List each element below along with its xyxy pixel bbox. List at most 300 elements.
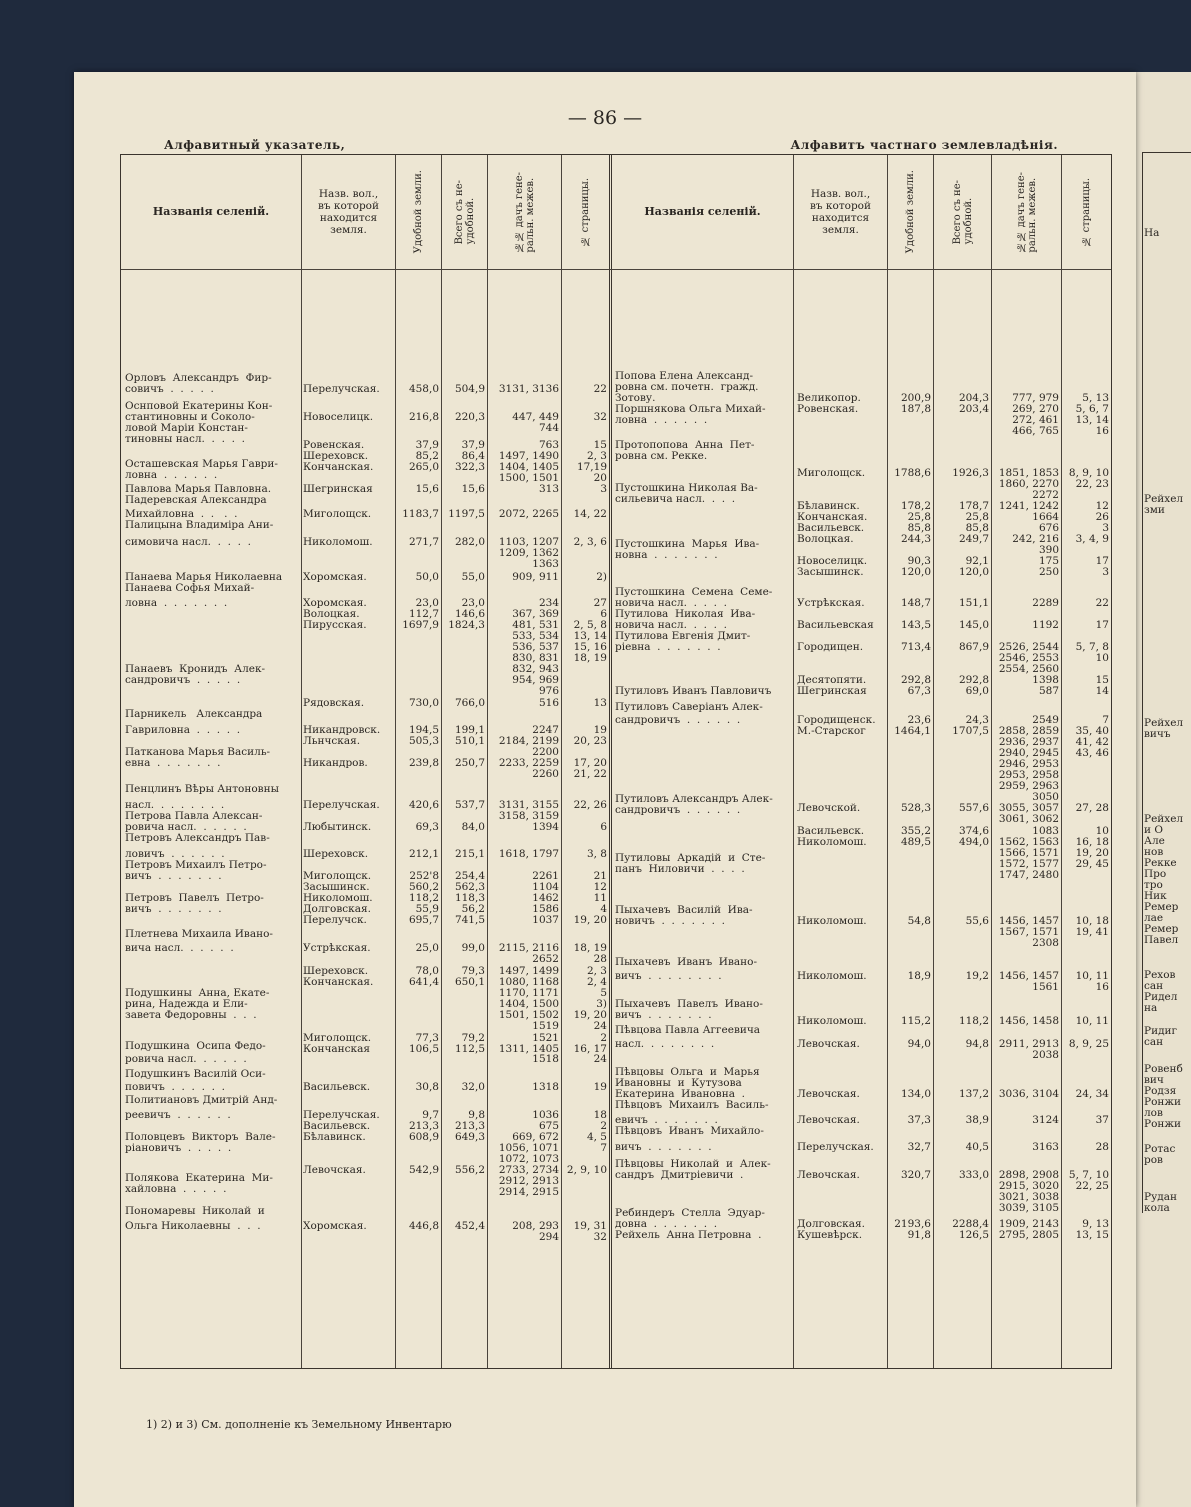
table-cell-name: Плетнева Михаила Ивано- (125, 928, 273, 940)
col-header-useful: Удобной земли. (413, 170, 424, 254)
table-cell-u: 69,3 (415, 821, 439, 833)
table-cell-d: 242, 216 (1012, 533, 1059, 545)
table-cell-t: 1197,5 (448, 508, 485, 520)
table-cell-p: 24, 34 (1075, 1088, 1109, 1100)
edge-fragment: Ридиг (1144, 1025, 1178, 1037)
table-cell-name: вичъ . . . . . . . . (615, 970, 722, 982)
table-cell-name: Панаева Софья Михай- (125, 582, 255, 594)
table-cell-t: 145,0 (958, 619, 989, 631)
table-cell-name: Путиловъ Александръ Алек- (615, 793, 773, 805)
table-cell-p: 32 (593, 411, 607, 423)
table-cell-d: 763 (538, 439, 559, 451)
table-cell-p: 3) (596, 998, 607, 1010)
table-cell-name: Подушкина Осипа Федо- (125, 1040, 266, 1052)
table-cell-name: Пыхачевъ Василій Ива- (615, 904, 753, 916)
header-rule (121, 269, 1111, 270)
table-cell-p: 5, 7, 10 (1068, 1169, 1109, 1181)
table-cell-p: 19, 41 (1075, 926, 1109, 938)
table-cell-vol: Николомош. (303, 892, 373, 904)
table-cell-d: 533, 534 (512, 630, 559, 642)
table-cell-u: 32,7 (907, 1141, 931, 1153)
table-cell-t: 1824,3 (448, 619, 485, 631)
table-cell-name: сандръ Дмитріевичи . (615, 1169, 744, 1181)
table-cell-vol: Николомош. (797, 970, 867, 982)
table-cell-p: 17 (1095, 619, 1109, 631)
edge-fragment: Ронжи (1144, 1118, 1182, 1130)
table-cell-name: Падеревская Александра (125, 494, 267, 506)
table-cell-name: Палицына Владиміра Ани- (125, 519, 274, 531)
table-cell-d: 2526, 2544 (998, 641, 1059, 653)
table-cell-name: Пѣвцовы Ольга и Марья (615, 1066, 760, 1078)
table-cell-p: 5 (600, 987, 607, 999)
table-cell-d: 234 (538, 597, 559, 609)
table-cell-p: 26 (1095, 511, 1109, 523)
col-header-useful-2: Удобной земли. (905, 170, 916, 254)
table-cell-d: 3061, 3062 (998, 813, 1059, 825)
table-cell-vol: Городищенск. (797, 714, 876, 726)
table-cell-d: 2915, 3020 (998, 1180, 1059, 1192)
col-rule (991, 155, 992, 1368)
table-cell-vol: Бѣлавинск. (797, 500, 860, 512)
table-cell-name: Пѣвцовы Николай и Алек- (615, 1158, 771, 1170)
table-cell-d: 481, 531 (512, 619, 559, 631)
table-cell-name: Путилова Евгенія Дмит- (615, 630, 751, 642)
table-cell-d: 516 (538, 697, 559, 709)
table-cell-u: 37,9 (415, 439, 439, 451)
table-cell-p: 3, 4, 9 (1075, 533, 1109, 545)
table-cell-d: 2898, 2908 (998, 1169, 1059, 1181)
edge-fragment: и О (1144, 824, 1163, 836)
table-cell-name: повичъ . . . . . . (125, 1081, 225, 1093)
table-cell-d: 3124 (1032, 1114, 1059, 1126)
table-cell-name: Протопопова Анна Пет- (615, 439, 755, 451)
edge-fragment: Рейхел (1144, 813, 1184, 825)
table-cell-d: 1500, 1501 (498, 472, 559, 484)
table-cell-vol: Васильевск. (303, 1081, 371, 1093)
table-cell-t: 94,8 (965, 1038, 989, 1050)
table-cell-name: Пустошкина Семена Семе- (615, 586, 773, 598)
table-cell-t: 9,8 (468, 1109, 485, 1121)
table-cell-t: 2288,4 (952, 1218, 989, 1230)
table-cell-u: 730,0 (408, 697, 439, 709)
table-cell-name: вича насл. . . . . . (125, 942, 234, 954)
table-cell-d: 744 (538, 422, 559, 434)
table-cell-p: 10, 11 (1075, 970, 1109, 982)
table-cell-p: 15, 16 (573, 641, 607, 653)
table-cell-d: 676 (1038, 522, 1059, 534)
table-cell-u: 50,0 (415, 571, 439, 583)
page-number: — 86 — (567, 107, 643, 129)
table-cell-vol: Шегринская (303, 483, 373, 495)
table-cell-t: 151,1 (958, 597, 989, 609)
table-cell-d: 1909, 2143 (998, 1218, 1059, 1230)
table-cell-vol: Перелучск. (303, 914, 367, 926)
table-cell-d: 3055, 3057 (998, 802, 1059, 814)
table-cell-vol: Перелучская. (303, 1109, 380, 1121)
table-cell-p: 13, 15 (1075, 1229, 1109, 1241)
table-cell-t: 215,1 (454, 848, 485, 860)
table-cell-p: 22, 26 (573, 799, 607, 811)
table-cell-p: 4, 5 (586, 1131, 607, 1143)
edge-fragment: На (1144, 227, 1160, 239)
table-cell-name: стантиновны и Соколо- (125, 411, 255, 423)
table-cell-d: 1586 (532, 903, 559, 915)
table-cell-u: 18,9 (907, 970, 931, 982)
table-cell-u: 112,7 (408, 608, 439, 620)
table-cell-name: Политиановъ Дмитрій Анд- (125, 1094, 278, 1106)
table-cell-d: 1747, 2480 (998, 869, 1059, 881)
table-cell-vol: Левочская. (797, 1088, 860, 1100)
header-right: Алфавитъ частнаго землевладѣнія. (790, 138, 1058, 152)
table-cell-d: 1851, 1853 (998, 467, 1059, 479)
table-cell-vol: Левочская. (797, 1038, 860, 1050)
table-cell-p: 37 (1095, 1114, 1109, 1126)
table-cell-d: 832, 943 (512, 663, 559, 675)
table-cell-name: Пѣвцова Павла Аггеевича (615, 1024, 761, 1036)
table-cell-d: 2038 (1032, 1049, 1059, 1061)
table-cell-d: 1103, 1207 (498, 536, 559, 548)
table-cell-d: 1518 (532, 1053, 559, 1065)
table-cell-d: 2652 (532, 953, 559, 965)
edge-fragment: Ремер (1144, 923, 1179, 935)
table-cell-u: 2193,6 (894, 1218, 931, 1230)
table-cell-p: 3 (1102, 566, 1109, 578)
table-cell-name: Путилова Николая Ива- (615, 608, 756, 620)
table-cell-name: новна . . . . . . . (615, 549, 718, 561)
table-cell-p: 6 (600, 821, 607, 833)
table-cell-d: 466, 765 (1012, 425, 1059, 437)
table-cell-vol: Волоцкая. (303, 608, 360, 620)
table-cell-p: 21 (593, 870, 607, 882)
table-cell-p: 32 (593, 1231, 607, 1243)
table-cell-t: 37,9 (461, 439, 485, 451)
table-cell-d: 1456, 1458 (998, 1015, 1059, 1027)
table-cell-p: 5, 6, 7 (1075, 403, 1109, 415)
table-cell-name: Пенцлинъ Вѣры Антоновны (125, 783, 279, 795)
table-cell-vol: Васильевская (797, 619, 874, 631)
table-cell-d: 294 (538, 1231, 559, 1243)
table-cell-t: 504,9 (454, 383, 485, 395)
edge-fragment: Рекке (1144, 857, 1177, 869)
col-header-total-2: Всего съ не- удобной. (951, 179, 974, 245)
table-cell-vol: Устрѣкская. (797, 597, 865, 609)
table-cell-name: сильевича насл. . . . (615, 493, 736, 505)
table-cell-t: 741,5 (454, 914, 485, 926)
col-rule (793, 155, 794, 1368)
table-cell-vol: Шереховск. (303, 848, 369, 860)
table-cell-t: 556,2 (454, 1164, 485, 1176)
table-cell-vol: Перелучская. (303, 383, 380, 395)
table-cell-name: панъ Ниловичи . . . . (615, 863, 745, 875)
table-cell-t: 84,0 (461, 821, 485, 833)
table-cell-u: 265,0 (408, 461, 439, 473)
table-cell-d: 3021, 3038 (998, 1191, 1059, 1203)
edge-fragment: на (1144, 1002, 1158, 1014)
table-cell-vol: Долговская. (797, 1218, 865, 1230)
table-cell-d: 1037 (532, 914, 559, 926)
table-cell-name: Ольга Николаевны . . . (125, 1220, 261, 1232)
table-cell-name: Ивановны и Кутузова (615, 1077, 742, 1089)
table-cell-p: 43, 46 (1075, 747, 1109, 759)
table-cell-vol: Городищен. (797, 641, 864, 653)
table-cell-d: 3050 (1032, 791, 1059, 803)
table-cell-vol: Любытинск. (303, 821, 372, 833)
table-cell-p: 18 (593, 1109, 607, 1121)
table-cell-p: 9, 13 (1082, 1218, 1109, 1230)
table-cell-d: 2795, 2805 (998, 1229, 1059, 1241)
table-cell-name: Рейхель Анна Петровна . (615, 1229, 762, 1241)
table-cell-vol: Кушевѣрск. (797, 1229, 863, 1241)
table-cell-t: 292,8 (958, 674, 989, 686)
table-cell-p: 2, 9, 10 (566, 1164, 607, 1176)
table-cell-vol: Никандров. (303, 757, 368, 769)
table-cell-p: 4 (600, 903, 607, 915)
footnote: 1) 2) и 3) См. дополненіе къ Земельному Инвентарю (146, 1418, 452, 1431)
table-cell-u: 608,9 (408, 1131, 439, 1143)
table-cell-t: 322,3 (454, 461, 485, 473)
table-cell-d: 1572, 1577 (998, 858, 1059, 870)
table-cell-u: 23,6 (907, 714, 931, 726)
table-cell-vol: Васильевск. (797, 825, 865, 837)
table-cell-p: 13 (593, 697, 607, 709)
table-cell-t: 79,2 (461, 1032, 485, 1044)
table-cell-d: 909, 911 (512, 571, 559, 583)
table-cell-p: 3 (600, 483, 607, 495)
table-cell-d: 1318 (532, 1081, 559, 1093)
table-cell-name: Панаева Марья Николаевна (125, 571, 283, 583)
table-cell-name: Попова Елена Александ- (615, 370, 754, 382)
table-cell-p: 16 (1095, 425, 1109, 437)
table-cell-p: 22, 25 (1075, 1180, 1109, 1192)
table-cell-name: ріевна . . . . . . . (615, 641, 721, 653)
table-cell-u: 216,8 (408, 411, 439, 423)
edge-fragment: лае (1144, 912, 1164, 924)
table-cell-p: 19, 31 (573, 1220, 607, 1232)
edge-fragment: Про (1144, 868, 1167, 880)
table-cell-d: 1462 (532, 892, 559, 904)
table-cell-u: 271,7 (408, 536, 439, 548)
table-cell-d: 3039, 3105 (998, 1202, 1059, 1214)
table-cell-t: 99,0 (461, 942, 485, 954)
table-cell-vol: Николомош. (797, 1015, 867, 1027)
table-cell-p: 14, 22 (573, 508, 607, 520)
table-cell-t: 249,7 (958, 533, 989, 545)
table-cell-d: 313 (538, 483, 559, 495)
table-cell-u: 458,0 (408, 383, 439, 395)
table-cell-name: довна . . . . . . . (615, 1218, 718, 1230)
table-cell-name: ловна . . . . . . (125, 469, 218, 481)
table-cell-name: Пустошкина Николая Ва- (615, 482, 758, 494)
table-cell-d: 1036 (532, 1109, 559, 1121)
table-cell-p: 2 (600, 1120, 607, 1132)
table-cell-u: 641,4 (408, 976, 439, 988)
col-header-dachas-2: №№ дачъ гене- ральн. межев. (1015, 171, 1038, 253)
table-cell-p: 8, 9, 10 (1068, 467, 1109, 479)
table-cell-name: Подушкинъ Василій Оси- (125, 1068, 266, 1080)
table-cell-d: 1501, 1502 (498, 1009, 559, 1021)
table-cell-u: 23,0 (415, 597, 439, 609)
table-cell-p: 24 (593, 1020, 607, 1032)
table-cell-name: Екатерина Ивановна . (615, 1088, 745, 1100)
table-cell-d: 3163 (1032, 1141, 1059, 1153)
table-cell-vol: Перелучская. (797, 1141, 874, 1153)
table-cell-name: ріановичъ . . . . . (125, 1142, 232, 1154)
table-cell-t: 1707,5 (952, 725, 989, 737)
table-cell-d: 1567, 1571 (998, 926, 1059, 938)
table-cell-d: 2912, 2913 (498, 1175, 559, 1187)
table-cell-p: 5, 7, 8 (1075, 641, 1109, 653)
edge-fragment: зми (1144, 504, 1165, 516)
edge-fragment: Але (1144, 835, 1165, 847)
table-cell-d: 1398 (1032, 674, 1059, 686)
table-cell-vol: Кончанская (303, 1043, 370, 1055)
table-cell-d: 3158, 3159 (498, 810, 559, 822)
table-cell-p: 16, 17 (573, 1043, 607, 1055)
table-cell-p: 22 (593, 383, 607, 395)
edge-fragment: Ронжи (1144, 1096, 1182, 1108)
table-cell-d: 1497, 1490 (498, 450, 559, 462)
table-cell-d: 1209, 1362 (498, 547, 559, 559)
table-cell-vol: Никандровск. (303, 724, 381, 736)
table-cell-vol: Васильевск. (303, 1120, 371, 1132)
table-cell-name: Путиловъ Саверіанъ Алек- (615, 701, 763, 713)
edge-fragment: лов (1144, 1107, 1163, 1119)
table-cell-name: сандровичъ . . . . . . (615, 804, 741, 816)
table-cell-p: 2) (596, 571, 607, 583)
edge-fragment: Ник (1144, 890, 1167, 902)
table-cell-p: 5, 13 (1082, 392, 1109, 404)
table-cell-vol: Бѣлавинск. (303, 1131, 366, 1143)
table-cell-t: 250,7 (454, 757, 485, 769)
table-cell-u: 713,4 (900, 641, 931, 653)
table-cell-vol: Льнчская. (303, 735, 361, 747)
table-cell-d: 1497, 1499 (498, 965, 559, 977)
table-cell-d: 1664 (1032, 511, 1059, 523)
table-cell-d: 2115, 2116 (498, 942, 559, 954)
table-cell-d: 2936, 2937 (998, 736, 1059, 748)
table-cell-u: 695,7 (408, 914, 439, 926)
adjacent-page-edge (1128, 72, 1191, 1507)
table-cell-name: реевичъ . . . . . . (125, 1109, 231, 1121)
table-cell-u: 115,2 (900, 1015, 931, 1027)
table-cell-name: Панаевъ Кронидъ Алек- (125, 663, 266, 675)
table-cell-d: 3036, 3104 (998, 1088, 1059, 1100)
table-cell-u: 187,8 (900, 403, 931, 415)
col-rule (887, 155, 888, 1368)
table-cell-vol: Миголощск. (303, 1032, 372, 1044)
table-cell-vol: Шереховск. (303, 965, 369, 977)
table-cell-d: 367, 369 (512, 608, 559, 620)
table-cell-d: 2308 (1032, 937, 1059, 949)
table-cell-t: 92,1 (965, 555, 989, 567)
table-cell-d: 675 (538, 1120, 559, 1132)
table-cell-t: 333,0 (958, 1169, 989, 1181)
table-cell-u: 120,0 (900, 566, 931, 578)
table-cell-u: 446,8 (408, 1220, 439, 1232)
table-cell-t: 15,6 (461, 483, 485, 495)
table-cell-name: Петровъ Павелъ Петро- (125, 892, 264, 904)
table-cell-p: 27 (593, 597, 607, 609)
table-cell-name: Половцевъ Викторъ Вале- (125, 1131, 276, 1143)
table-cell-vol: Засышинск. (303, 881, 370, 893)
table-cell-name: Путиловъ Иванъ Павловичъ (615, 685, 772, 697)
table-cell-t: 55,0 (461, 571, 485, 583)
table-cell-d: 1241, 1242 (998, 500, 1059, 512)
table-cell-u: 292,8 (900, 674, 931, 686)
edge-fragment: Ровенб (1144, 1063, 1183, 1075)
table-cell-t: 649,3 (454, 1131, 485, 1143)
table-cell-p: 10 (1095, 825, 1109, 837)
table-cell-p: 35, 40 (1075, 725, 1109, 737)
table-cell-p: 6 (600, 608, 607, 620)
table-cell-t: 537,7 (454, 799, 485, 811)
table-cell-name: Пѣвцовъ Михаилъ Василь- (615, 1099, 769, 1111)
table-cell-name: новича насл. . . . . (615, 619, 727, 631)
table-cell-d: 1456, 1457 (998, 915, 1059, 927)
edge-fragment: тро (1144, 879, 1163, 891)
table-cell-d: 2260 (532, 768, 559, 780)
table-cell-p: 2, 3 (586, 450, 607, 462)
table-cell-vol: Кончанская. (303, 461, 374, 473)
table-cell-t: 118,2 (958, 1015, 989, 1027)
table-cell-name: Пыхачевъ Иванъ Ивано- (615, 956, 757, 968)
table-cell-t: 374,6 (958, 825, 989, 837)
table-cell-p: 24 (593, 1053, 607, 1065)
table-cell-vol: Десятопяти. (797, 674, 867, 686)
table-cell-d: 1080, 1168 (498, 976, 559, 988)
table-cell-p: 15 (1095, 674, 1109, 686)
table-cell-d: 1860, 2270 (998, 478, 1059, 490)
table-cell-p: 12 (1095, 500, 1109, 512)
table-cell-u: 25,0 (415, 942, 439, 954)
table-cell-vol: Миголощск. (797, 467, 866, 479)
table-cell-t: 220,3 (454, 411, 485, 423)
table-cell-p: 19, 20 (573, 1009, 607, 1021)
table-cell-vol: Кончанская. (303, 976, 374, 988)
table-cell-p: 28 (593, 953, 607, 965)
table-cell-name: сандровичъ . . . . . (125, 674, 241, 686)
table-cell-name: Парникель Александра (125, 708, 263, 720)
table-cell-name: Петровъ Михаилъ Петро- (125, 859, 267, 871)
table-cell-d: 976 (538, 685, 559, 697)
table-cell-t: 867,9 (958, 641, 989, 653)
table-cell-d: 1404, 1405 (498, 461, 559, 473)
table-cell-d: 208, 293 (512, 1220, 559, 1232)
edge-fragment: Рейхел (1144, 493, 1184, 505)
table-cell-d: 1519 (532, 1020, 559, 1032)
table-cell-p: 2, 3 (586, 965, 607, 977)
table-cell-d: 1394 (532, 821, 559, 833)
edge-fragment: Ремер (1144, 901, 1179, 913)
edge-fragment: Родзя (1144, 1085, 1177, 1097)
table-cell-p: 17,19 (576, 461, 607, 473)
table-cell-p: 3 (1102, 522, 1109, 534)
table-cell-d: 1562, 1563 (998, 836, 1059, 848)
table-cell-d: 587 (1038, 685, 1059, 697)
table-cell-d: 3131, 3155 (498, 799, 559, 811)
table-cell-name: ровича насл. . . . . . (125, 1053, 247, 1065)
table-cell-u: 1183,7 (402, 508, 439, 520)
table-cell-vol: Новоселицк. (303, 411, 374, 423)
table-cell-t: 494,0 (958, 836, 989, 848)
table-cell-vol: Ровенская. (797, 403, 859, 415)
table-cell-p: 20 (593, 472, 607, 484)
col-header-volost: Назв. вол., въ которой находится земля. (318, 188, 379, 236)
table-cell-vol: Волоцкая. (797, 533, 854, 545)
table-cell-d: 272, 461 (1012, 414, 1059, 426)
table-cell-t: 204,3 (958, 392, 989, 404)
table-cell-u: 91,8 (907, 1229, 931, 1241)
